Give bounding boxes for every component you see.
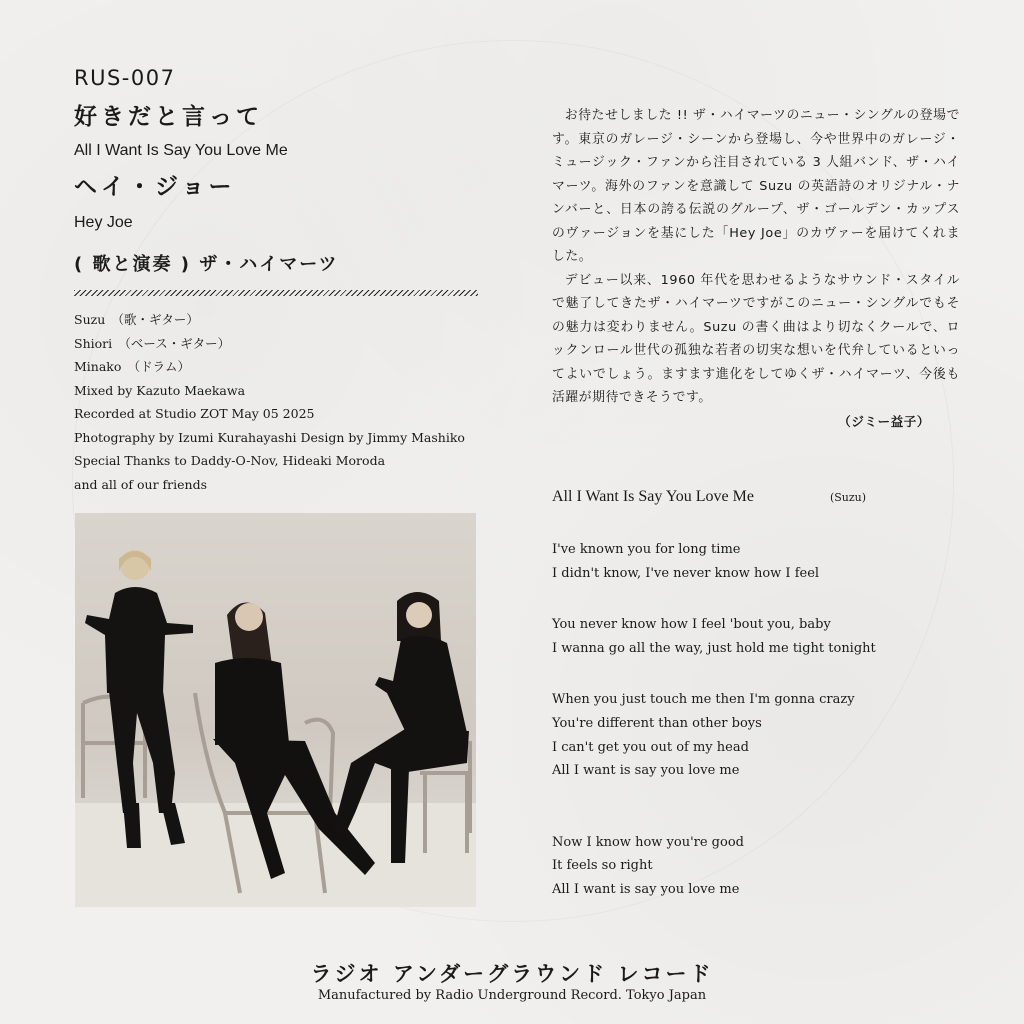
artist-credit: ( 歌と演奏 ) ザ・ハイマーツ bbox=[74, 254, 339, 275]
credit-line: Recorded at Studio ZOT May 05 2025 bbox=[74, 406, 315, 421]
verse bbox=[552, 613, 972, 660]
lyric-line: All I want is say you love me bbox=[552, 881, 740, 897]
lyric-line: I didn't know, I've never know how I feel bbox=[552, 565, 820, 581]
song-title: All I Want Is Say You Love Me bbox=[552, 488, 754, 505]
song-author: (Suzu) bbox=[829, 491, 867, 504]
track2-title-jp: ヘイ・ジョー bbox=[74, 174, 236, 200]
lyric-line: Now I know how you're good bbox=[552, 834, 744, 850]
essay-signature: （ジミー益子） bbox=[838, 413, 930, 429]
lyric-line: It feels so right bbox=[552, 858, 653, 874]
release-info bbox=[74, 64, 478, 496]
lyric-line: You never know how I feel 'bout you, baby bbox=[552, 617, 831, 633]
band-photo-illustration bbox=[75, 513, 476, 907]
lyric-line: I've known you for long time bbox=[552, 542, 741, 557]
essay-text bbox=[552, 104, 960, 433]
band-photo bbox=[75, 513, 476, 907]
lyric-line: When you just touch me then I'm gonna crazy bbox=[552, 692, 855, 708]
essay-paragraph: デビュー以来、1960 年代を思わせるようなサウンド・スタイルで魅了してきたザ・ハイマーツですがこのニュー・シングルでもその魅力は変わりません。Suzu の書く曲はより切なくクールで、ロックンロール世代の孤独な若者の切実な想いを代弁しているといってよいでしょう。ますます進化をしてゆくザ・ハイマーツ、今後も活躍が期待できそうです。 bbox=[552, 272, 960, 405]
label-logo: ラジオ アンダーグラウンド レコード bbox=[310, 962, 714, 986]
lyric-line: I can't get you out of my head bbox=[552, 739, 749, 755]
credit-line: Special Thanks to Daddy-O-Nov, Hideaki Moroda bbox=[74, 453, 386, 468]
lyric-line: I wanna go all the way, just hold me tight tonight bbox=[552, 640, 876, 656]
credit-line: Suzu （歌・ギター） bbox=[74, 312, 199, 327]
lyric-line: You're different than other boys bbox=[552, 715, 762, 731]
verse bbox=[552, 538, 972, 585]
lyrics-header bbox=[552, 488, 972, 506]
lyric-line: All I want is say you love me bbox=[552, 763, 740, 779]
manufacturer-line: Manufactured by Radio Underground Record. Tokyo Japan bbox=[317, 988, 707, 1003]
lyrics-section bbox=[552, 488, 972, 902]
hatched-divider bbox=[74, 290, 478, 296]
credit-line: and all of our friends bbox=[74, 476, 208, 492]
track2-title-en: Hey Joe bbox=[74, 214, 133, 231]
verse bbox=[552, 831, 972, 902]
essay-paragraph: お待たせしました !! ザ・ハイマーツのニュー・シングルの登場です。東京のガレージ・シーンから登場し、今や世界中のガレージ・ミュージック・ファンから注目されている 3 人組バンド、ザ・ハイマーツ。海外のファンを意識して Suzu の英語詩のオリジナル・ナンバーと、日本の誇る伝説のグループ、ザ・ゴールデン・カップスのヴァージョンを基にした「Hey Joe」のカヴァーを届けてくれました。 bbox=[552, 108, 960, 264]
credit-line: Shiori （ベース・ギター） bbox=[74, 335, 231, 351]
credit-line: Mixed by Kazuto Maekawa bbox=[74, 382, 246, 398]
track1-title-en: All I Want Is Say You Love Me bbox=[74, 142, 288, 159]
credit-line: Minako （ドラム） bbox=[74, 359, 191, 374]
verse bbox=[552, 688, 972, 782]
catalog-number: RUS-007 bbox=[74, 66, 176, 90]
track1-title-jp: 好きだと言って bbox=[74, 104, 263, 130]
credit-line: Photography by Izumi Kurahayashi Design by Jimmy Mashiko bbox=[74, 429, 465, 445]
credits-list bbox=[74, 308, 478, 496]
liner-notes bbox=[552, 104, 960, 433]
